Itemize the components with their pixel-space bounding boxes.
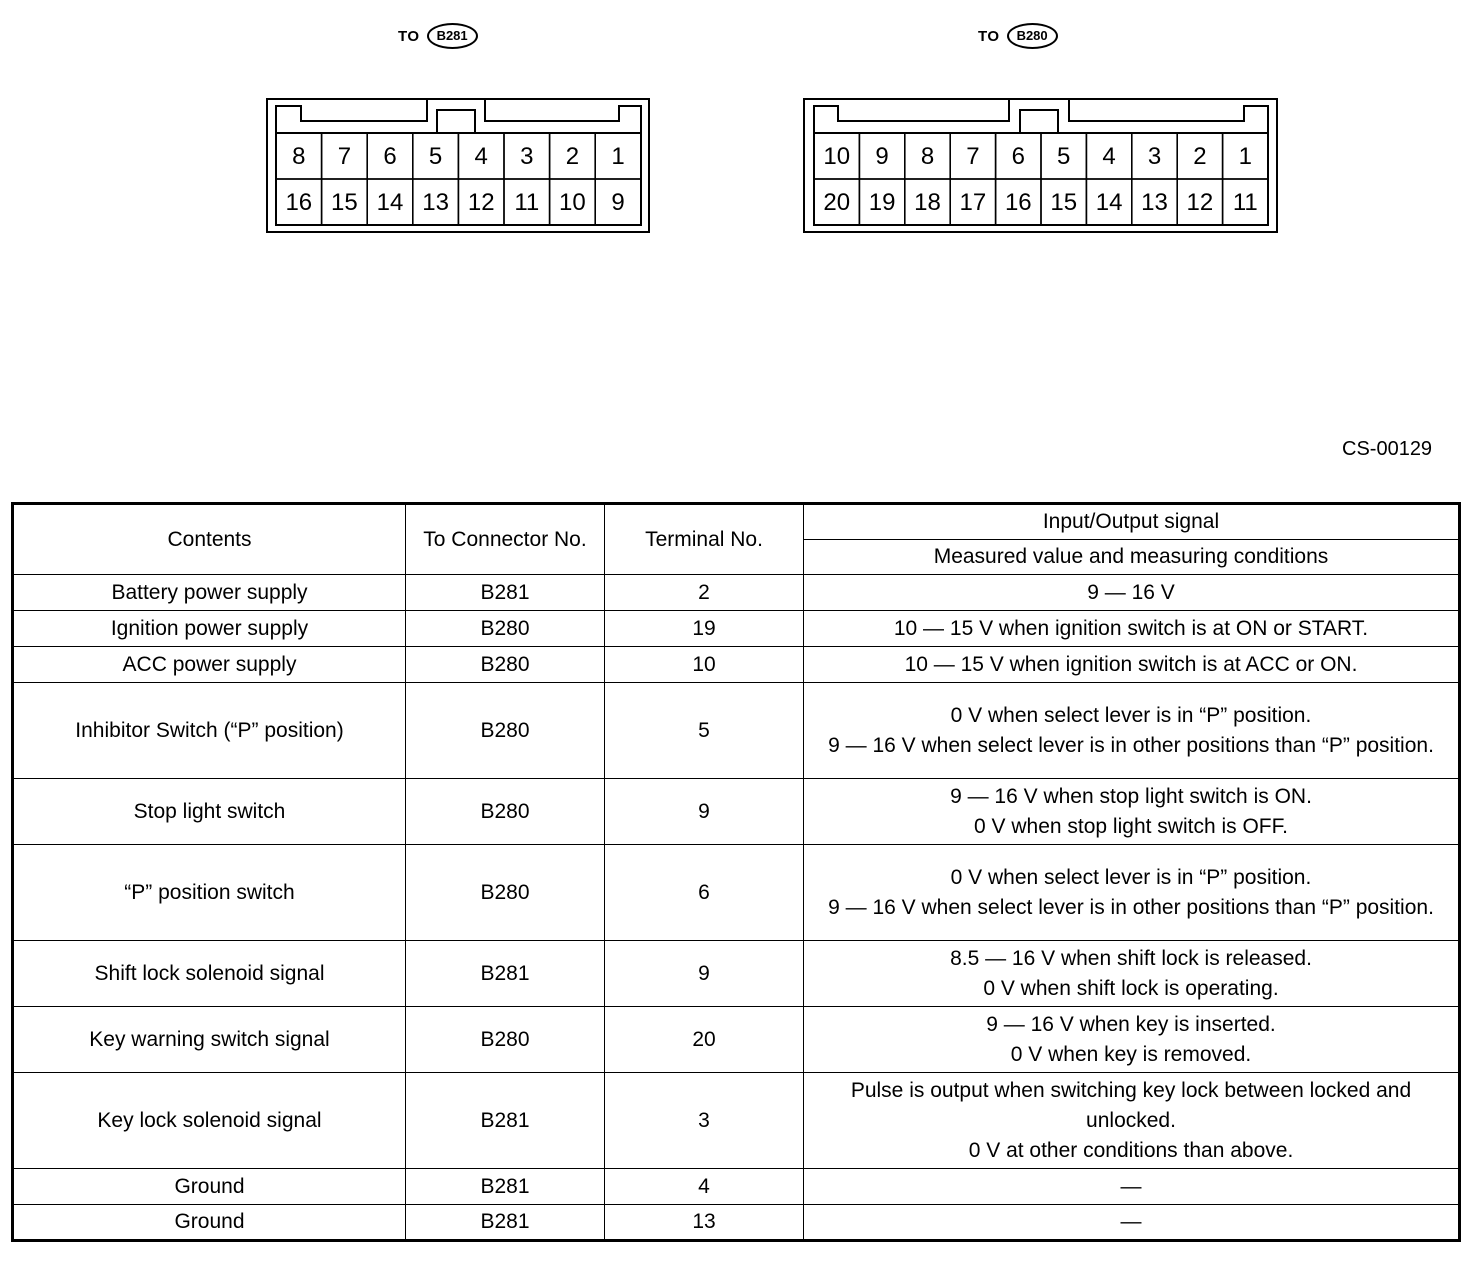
cell-connector: B281 bbox=[406, 1169, 605, 1205]
terminal-number: 16 bbox=[285, 189, 313, 216]
header-contents: Contents bbox=[13, 504, 406, 575]
terminal-number: 14 bbox=[376, 189, 404, 216]
cell-connector: B281 bbox=[406, 575, 605, 611]
terminal-number: 1 bbox=[1238, 143, 1252, 170]
terminal-number: 2 bbox=[565, 143, 580, 170]
table-row bbox=[13, 683, 1460, 779]
cell-contents: “P” position switch bbox=[13, 845, 406, 941]
terminal-number: 6 bbox=[1011, 143, 1025, 170]
cell-contents: Battery power supply bbox=[13, 575, 406, 611]
header-connector: To Connector No. bbox=[406, 504, 605, 575]
cell-connector: B281 bbox=[406, 1205, 605, 1241]
terminal-number: 9 bbox=[611, 189, 625, 216]
header-terminal: Terminal No. bbox=[605, 504, 804, 575]
figure-code: CS-00129 bbox=[1342, 438, 1433, 460]
cell-signal: 10 — 15 V when ignition switch is at ACC or ON. bbox=[804, 647, 1460, 683]
terminal-number: 8 bbox=[920, 143, 935, 170]
cell-signal: 10 — 15 V when ignition switch is at ON or START. bbox=[804, 611, 1460, 647]
table-row bbox=[13, 575, 1460, 611]
terminal-number: 7 bbox=[966, 143, 980, 170]
terminal-number: 10 bbox=[559, 189, 586, 216]
connector-to-text: TO bbox=[978, 27, 1000, 45]
cell-signal: 8.5 — 16 V when shift lock is released. 0 V when shift lock is operating. bbox=[804, 941, 1460, 1007]
cell-terminal: 20 bbox=[605, 1007, 804, 1073]
terminal-number: 4 bbox=[1102, 143, 1116, 170]
terminal-number: 14 bbox=[1095, 189, 1123, 216]
table-row bbox=[13, 1169, 1460, 1205]
cell-signal: 0 V when select lever is in “P” position. 9 — 16 V when select lever is in other positions than “P” position. bbox=[804, 683, 1460, 779]
table-row bbox=[13, 779, 1460, 845]
connector-id-badge: B281 bbox=[427, 23, 478, 49]
table-row bbox=[13, 647, 1460, 683]
cell-terminal: 4 bbox=[605, 1169, 804, 1205]
cell-connector: B280 bbox=[406, 683, 605, 779]
table-row bbox=[13, 845, 1460, 941]
terminal-number: 11 bbox=[1232, 189, 1258, 216]
connector-housing-lock bbox=[814, 99, 1268, 133]
cell-signal: 9 — 16 V when key is inserted. 0 V when key is removed. bbox=[804, 1007, 1460, 1073]
cell-contents: Key warning switch signal bbox=[13, 1007, 406, 1073]
cell-connector: B281 bbox=[406, 941, 605, 1007]
terminal-number: 7 bbox=[337, 143, 352, 170]
terminal-number: 3 bbox=[520, 143, 534, 170]
cell-contents: Inhibitor Switch (“P” position) bbox=[13, 683, 406, 779]
cell-contents: Stop light switch bbox=[13, 779, 406, 845]
terminal-number: 5 bbox=[428, 143, 443, 170]
terminal-number: 13 bbox=[1141, 189, 1168, 216]
cell-terminal: 13 bbox=[605, 1205, 804, 1241]
cell-contents: Ignition power supply bbox=[13, 611, 406, 647]
header-signal: Input/Output signal bbox=[804, 504, 1460, 540]
cell-terminal: 10 bbox=[605, 647, 804, 683]
cell-terminal: 19 bbox=[605, 611, 804, 647]
terminal-number: 9 bbox=[875, 143, 889, 170]
terminal-number: 17 bbox=[959, 189, 987, 216]
cell-contents: Key lock solenoid signal bbox=[13, 1073, 406, 1169]
terminal-number: 20 bbox=[823, 189, 851, 216]
connector-id-badge: B280 bbox=[1007, 23, 1058, 49]
terminal-number: 16 bbox=[1004, 189, 1032, 216]
terminal-number: 11 bbox=[514, 189, 540, 216]
cell-signal: 9 — 16 V when stop light switch is ON. 0 V when stop light switch is OFF. bbox=[804, 779, 1460, 845]
cell-connector: B281 bbox=[406, 1073, 605, 1169]
table-row bbox=[13, 611, 1460, 647]
cell-contents: Ground bbox=[13, 1169, 406, 1205]
terminal-number: 13 bbox=[422, 189, 449, 216]
connector-housing-lock bbox=[276, 99, 641, 133]
cell-connector: B280 bbox=[406, 1007, 605, 1073]
connector-label-b281 bbox=[398, 22, 478, 50]
terminal-number: 5 bbox=[1057, 143, 1071, 170]
terminal-number: 4 bbox=[474, 143, 488, 170]
cell-signal: 9 — 16 V bbox=[804, 575, 1460, 611]
cell-contents: ACC power supply bbox=[13, 647, 406, 683]
terminal-number: 2 bbox=[1193, 143, 1207, 170]
terminal-number: 3 bbox=[1147, 143, 1162, 170]
terminal-number: 18 bbox=[914, 189, 941, 216]
table-row bbox=[13, 1205, 1460, 1241]
terminal-number: 19 bbox=[868, 189, 896, 216]
cell-terminal: 2 bbox=[605, 575, 804, 611]
terminal-number: 12 bbox=[1186, 189, 1214, 216]
table-header-row bbox=[13, 504, 1460, 540]
connector-to-text: TO bbox=[398, 27, 420, 45]
table-row bbox=[13, 1073, 1460, 1169]
terminal-number: 15 bbox=[1050, 189, 1078, 216]
connector-b280-diagram bbox=[801, 96, 1283, 236]
cell-terminal: 9 bbox=[605, 941, 804, 1007]
cell-signal: Pulse is output when switching key lock between locked and unlocked. 0 V at other conditions than above. bbox=[804, 1073, 1460, 1169]
terminal-number: 1 bbox=[611, 143, 625, 170]
cell-terminal: 9 bbox=[605, 779, 804, 845]
cell-signal: 0 V when select lever is in “P” position. 9 — 16 V when select lever is in other positions than “P” position. bbox=[804, 845, 1460, 941]
signal-table bbox=[11, 502, 1461, 1242]
connector-b281-diagram bbox=[264, 96, 656, 236]
cell-signal: — bbox=[804, 1205, 1460, 1241]
table-row bbox=[13, 941, 1460, 1007]
terminal-number: 12 bbox=[467, 189, 495, 216]
cell-connector: B280 bbox=[406, 647, 605, 683]
cell-connector: B280 bbox=[406, 845, 605, 941]
connector-label-b280 bbox=[978, 22, 1058, 50]
terminal-number: 6 bbox=[383, 143, 397, 170]
cell-terminal: 3 bbox=[605, 1073, 804, 1169]
connector-latch bbox=[437, 110, 475, 133]
cell-signal: — bbox=[804, 1169, 1460, 1205]
connector-latch bbox=[1020, 110, 1058, 133]
terminal-number: 15 bbox=[331, 189, 358, 216]
terminal-number: 10 bbox=[823, 143, 851, 170]
signal-table-body bbox=[13, 575, 1460, 1241]
cell-contents: Shift lock solenoid signal bbox=[13, 941, 406, 1007]
header-signal-sub: Measured value and measuring conditions bbox=[804, 540, 1460, 575]
cell-terminal: 5 bbox=[605, 683, 804, 779]
cell-connector: B280 bbox=[406, 611, 605, 647]
cell-contents: Ground bbox=[13, 1205, 406, 1241]
cell-connector: B280 bbox=[406, 779, 605, 845]
cell-terminal: 6 bbox=[605, 845, 804, 941]
terminal-number: 8 bbox=[292, 143, 306, 170]
table-row bbox=[13, 1007, 1460, 1073]
